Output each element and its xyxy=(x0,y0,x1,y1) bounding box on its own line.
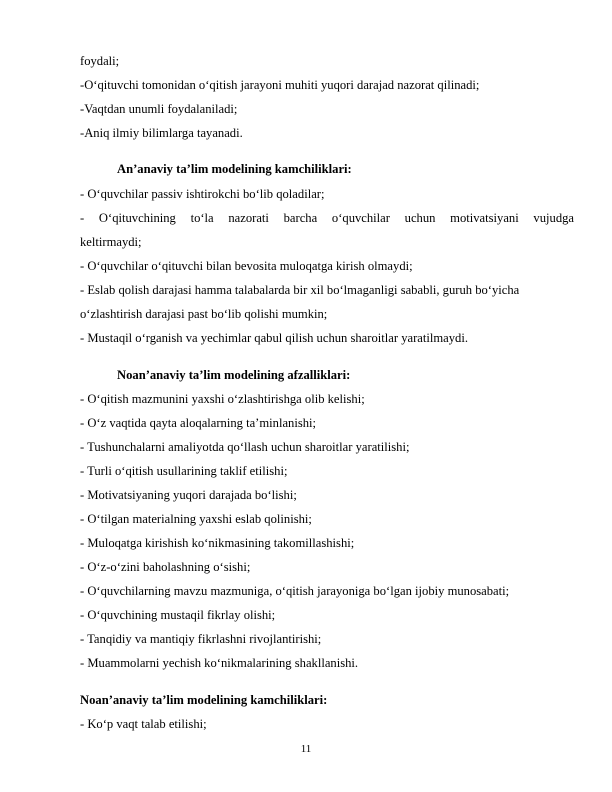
list-item: - O‘qitish mazmunini yaxshi o‘zlashtirishga olib kelishi; xyxy=(80,392,365,406)
list-item: - O‘z vaqtida qayta aloqalarning ta’minlanishi; xyxy=(80,416,317,430)
list-item: - Turli o‘qitish usullarining taklif etilishi; xyxy=(80,464,288,478)
list-item: - Eslab qolish darajasi hamma talabalarda bir xil bo‘lmaganligi sababli, guruh bo‘yicha xyxy=(80,283,520,297)
list-item: - O‘z-o‘zini baholashning o‘sishi; xyxy=(80,560,251,574)
text-line: -Aniq ilmiy bilimlarga tayanadi. xyxy=(80,126,243,140)
list-item: - Tanqidiy va mantiqiy fikrlashni rivojlantirishi; xyxy=(80,632,322,646)
list-item: - O‘tilgan materialning yaxshi eslab qolinishi; xyxy=(80,512,312,526)
list-item: - Tushunchalarni amaliyotda qo‘llash uchun sharoitlar yaratilishi; xyxy=(80,440,410,454)
section-heading-traditional-drawbacks: An’anaviy ta’lim modelining kamchiliklari: xyxy=(117,162,352,176)
text-line: foydali; xyxy=(80,54,120,68)
list-item: - O‘quvchilar passiv ishtirokchi bo‘lib qoladilar; xyxy=(80,187,325,201)
list-item: - Muloqatga kirishish ko‘nikmasining takomillashishi; xyxy=(80,536,355,550)
list-item-continuation: o‘zlashtirish darajasi past bo‘lib qolishi mumkin; xyxy=(80,307,328,321)
section-heading-nontraditional-drawbacks: Noan’anaviy ta’lim modelining kamchiliklari: xyxy=(80,693,328,707)
page-number: 11 xyxy=(300,743,312,755)
list-item: - Ko‘p vaqt talab etilishi; xyxy=(80,717,207,731)
list-item: - Muammolarni yechish ko‘nikmalarining shakllanishi. xyxy=(80,656,359,670)
section-heading-nontraditional-advantages: Noan’anaviy ta’lim modelining afzalliklari: xyxy=(117,368,351,382)
list-item: - O‘quvchilar o‘qituvchi bilan bevosita muloqatga kirish olmaydi; xyxy=(80,259,413,273)
text-line: -O‘qituvchi tomonidan o‘qitish jarayoni muhiti yuqori darajad nazorat qilinadi; xyxy=(80,78,480,92)
list-item: - Motivatsiyaning yuqori darajada bo‘lishi; xyxy=(80,488,297,502)
text-line: -Vaqtdan unumli foydalaniladi; xyxy=(80,102,238,116)
list-item: - O‘quvchining mustaqil fikrlay olishi; xyxy=(80,608,276,622)
list-item: - Mustaqil o‘rganish va yechimlar qabul qilish uchun sharoitlar yaratilmaydi. xyxy=(80,331,468,345)
list-item: - O‘qituvchining to‘la nazorati barcha o‘quvchilar uchun motivatsiyani vujudga xyxy=(80,211,574,225)
list-item-continuation: keltirmaydi; xyxy=(80,235,142,249)
list-item: - O‘quvchilarning mavzu mazmuniga, o‘qitish jarayoniga bo‘lgan ijobiy munosabati; xyxy=(80,584,510,598)
